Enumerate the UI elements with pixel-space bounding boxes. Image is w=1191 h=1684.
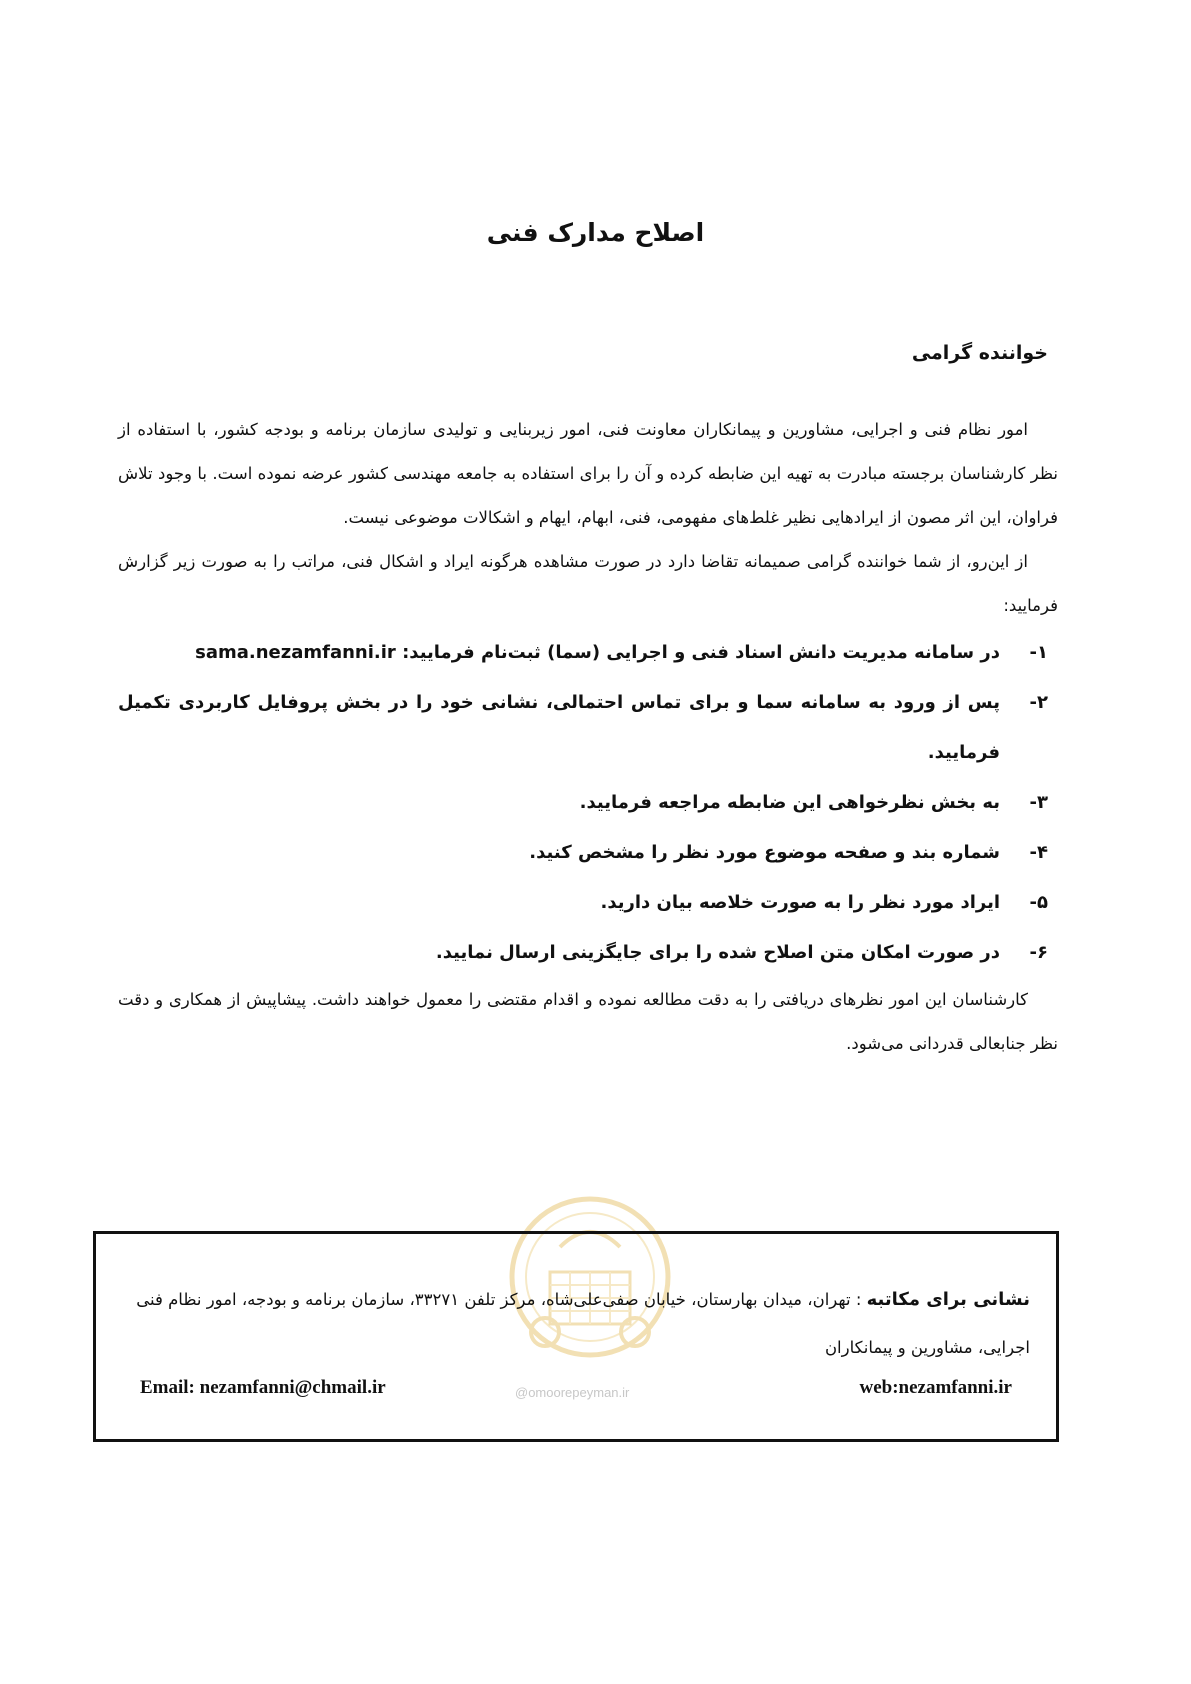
email-address: Email: nezamfanni@chmail.ir	[140, 1377, 386, 1398]
step-number: ۶-	[1029, 942, 1048, 963]
step-number: ۵-	[1029, 892, 1048, 913]
watermark-caption: @omoorepeyman.ir	[515, 1385, 630, 1400]
list-item	[118, 778, 1058, 828]
website-address: web:nezamfanni.ir	[859, 1377, 1012, 1398]
mailing-address	[114, 1276, 1040, 1372]
step-text: شماره بند و صفحه موضوع مورد نظر را مشخص کنید.	[529, 842, 1000, 863]
list-item	[118, 878, 1058, 928]
list-item	[118, 828, 1058, 878]
page-title: اصلاح مدارک فنی	[486, 218, 705, 247]
step-text: به بخش نظرخواهی این ضابطه مراجعه فرمایید.	[579, 792, 1000, 813]
list-item	[118, 678, 1058, 778]
greeting: خواننده گرامی	[911, 342, 1048, 364]
address-label: نشانی برای مکاتبه	[866, 1289, 1030, 1310]
step-number: ۱-	[1029, 642, 1048, 663]
step-text: ایراد مورد نظر را به صورت خلاصه بیان دارید.	[600, 892, 1000, 913]
step-text: پس از ورود به سامانه سما و برای تماس احتمالی، نشانی خود را در بخش پروفایل کاربردی تکمیل فرمایید.	[118, 692, 1000, 763]
step-text: در صورت امکان متن اصلاح شده را برای جایگزینی ارسال نمایید.	[435, 942, 1000, 963]
intro-paragraph: امور نظام فنی و اجرایی، مشاورین و پیمانکاران معاونت فنی، امور زیربنایی و تولیدی سازمان برنامه و بودجه کشور، با استفاده از نظر کارشناسان برجسته مبادرت به تهیه این ضابطه کرده و آن را برای استفاده به جامعه مهندسی کشور عرضه نموده است. با وجود تلاش فراوان، این اثر مصون از ایرادهایی نظیر غلط‌های مفهومی، فنی، ابهام، ایهام و اشکالات موضوعی نیست.	[118, 420, 1058, 527]
list-item	[118, 628, 1058, 678]
step-number: ۴-	[1029, 842, 1048, 863]
step-text	[118, 628, 1000, 678]
sama-url: sama.nezamfanni.ir	[195, 642, 396, 663]
list-item	[118, 928, 1058, 978]
step-number: ۳-	[1029, 792, 1048, 813]
step-label: در سامانه مدیریت دانش اسناد فنی و اجرایی (سما) ثبت‌نام فرمایید:	[402, 642, 1000, 663]
step-number: ۲-	[1029, 692, 1048, 713]
closing-paragraph: کارشناسان این امور نظرهای دریافتی را به دقت مطالعه نموده و اقدام مقتضی را معمول خواهند داشت. پیشاپیش از همکاری و دقت نظر جنابعالی قدردانی می‌شود.	[118, 990, 1058, 1053]
main-content	[118, 330, 1058, 1066]
contact-box	[93, 1231, 1059, 1442]
request-paragraph: از این‌رو، از شما خواننده گرامی صمیمانه تقاضا دارد در صورت مشاهده هرگونه ایراد و اشکال فنی، مراتب را به صورت زیر گزارش فرمایید:	[118, 552, 1058, 615]
steps-list	[118, 628, 1058, 978]
address-text: : تهران، میدان بهارستان، خیابان صفی‌علی‌شاه، مرکز تلفن ۳۳۲۷۱، سازمان برنامه و بودجه، امور نظام فنی اجرایی، مشاورین و پیمانکاران	[136, 1290, 1030, 1357]
